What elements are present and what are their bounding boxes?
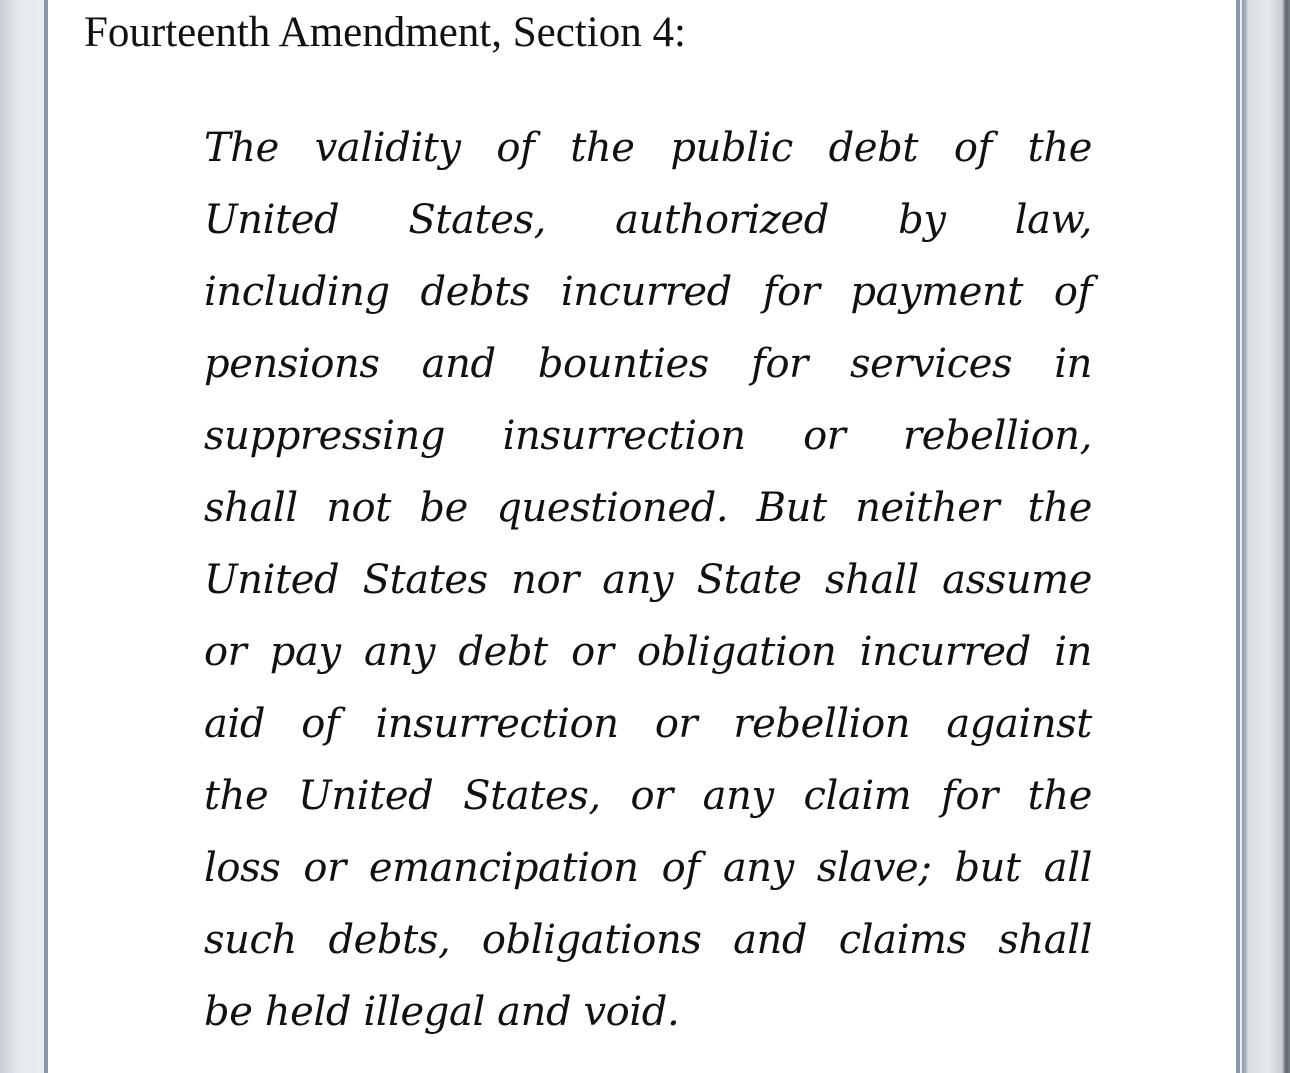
quote-line: such debts, obligations and claims shall — [204, 917, 1092, 963]
quote-line: United States, authorized by law, — [204, 197, 1092, 243]
document-page — [44, 0, 1240, 1073]
quote-line: or pay any debt or obligation incurred in — [204, 629, 1092, 675]
quote-line: United States nor any State shall assume — [204, 557, 1092, 603]
quote-line: The validity of the public debt of the — [204, 125, 1092, 171]
section-heading: Fourteenth Amendment, Section 4: — [84, 9, 686, 56]
quote-line: loss or emancipation of any slave; but all — [204, 845, 1092, 891]
quote-line: pensions and bounties for services in — [204, 341, 1092, 387]
quote-line: shall not be questioned. But neither the — [204, 485, 1092, 531]
quote-line: suppressing insurrection or rebellion, — [204, 413, 1092, 459]
quote-line: aid of insurrection or rebellion against — [204, 701, 1092, 747]
quote-line: including debts incurred for payment of — [204, 269, 1092, 315]
quote-line: be held illegal and void. — [204, 989, 680, 1035]
quote-line: the United States, or any claim for the — [204, 773, 1092, 819]
amendment-quote — [204, 112, 1092, 1048]
viewer-right-edge — [1242, 0, 1290, 1073]
